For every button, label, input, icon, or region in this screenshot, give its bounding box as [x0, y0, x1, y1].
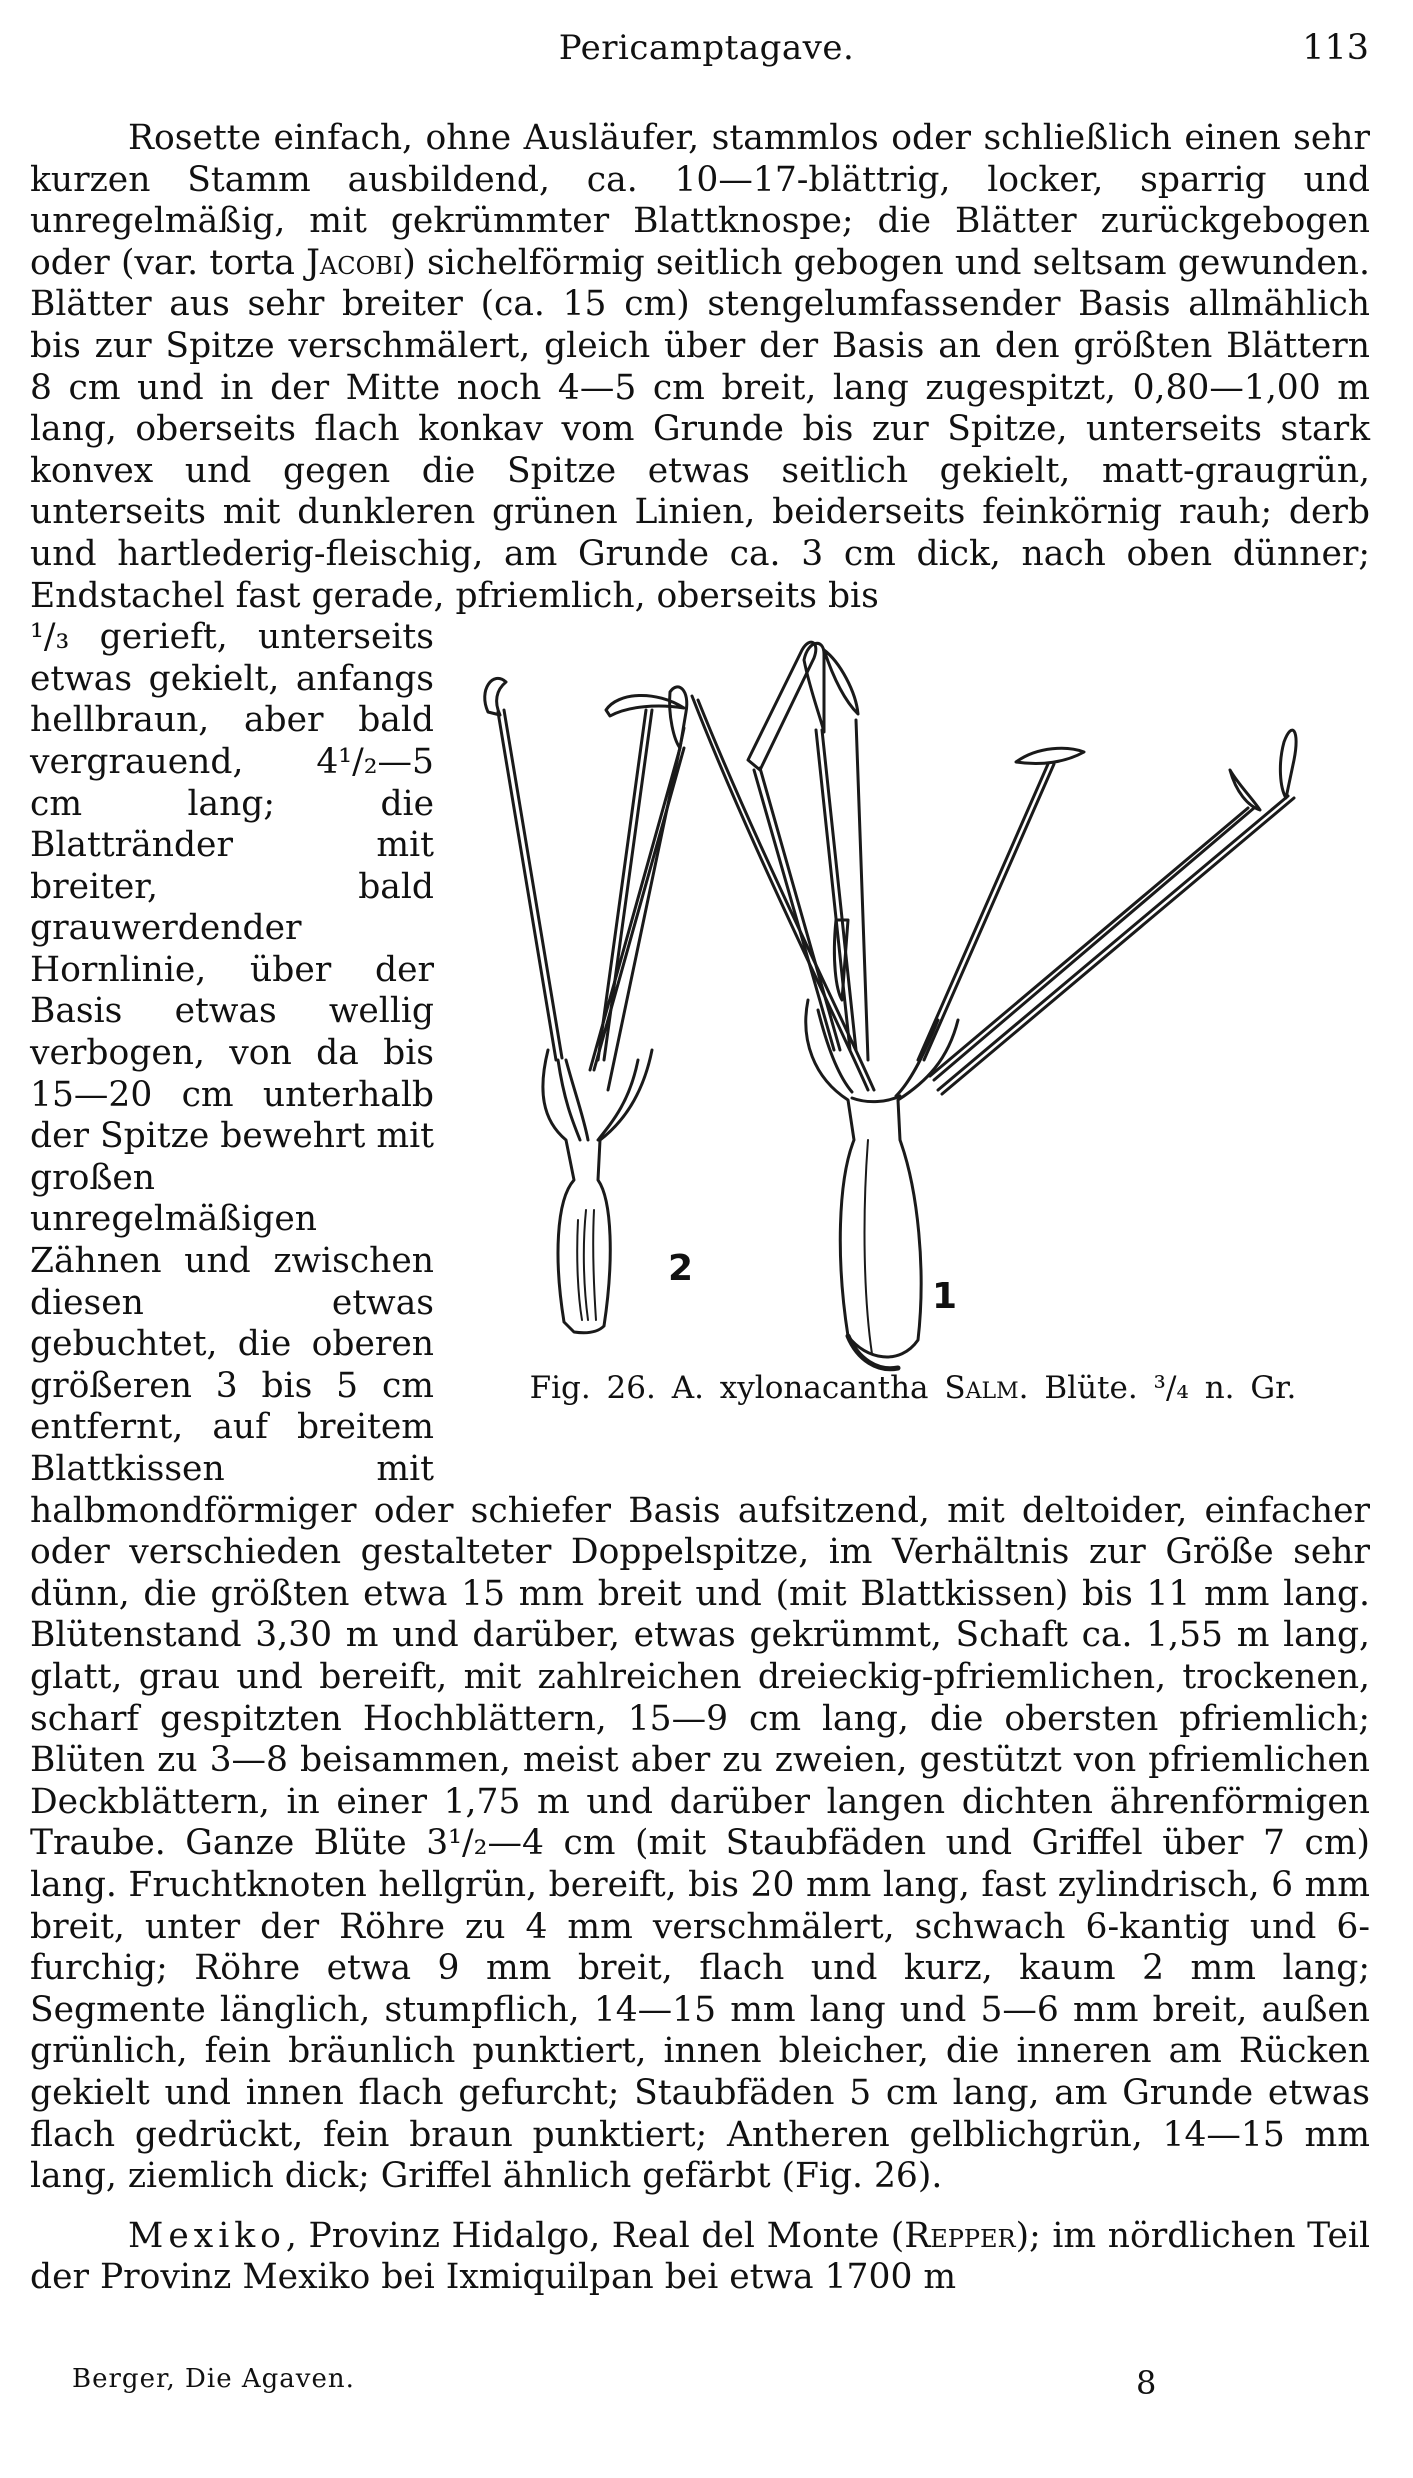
- anther-icon: [670, 687, 687, 748]
- caption-run: Fig. 26. A. xylonacantha: [529, 1370, 945, 1407]
- ovary-shape: [543, 1050, 652, 1333]
- anther-icon: [1016, 748, 1084, 763]
- text-run: ¹/₃: [30, 617, 70, 658]
- style-line: [692, 696, 868, 1090]
- distribution-paragraph: [30, 2216, 1370, 2299]
- page-footer: [0, 2364, 1413, 2404]
- text-run: 4¹/₂: [316, 741, 378, 782]
- figure-label-2: 2: [668, 1248, 694, 1290]
- caption-author: Salm.: [944, 1370, 1029, 1407]
- figure-caption: [448, 1368, 1378, 1410]
- signature-mark: 8: [1136, 2364, 1157, 2402]
- text-run: ); im nördlichen Teil der Provinz Mexiko bei Ixmiquilpan bei etwa 1700 m: [30, 2215, 1370, 2298]
- running-title: Pericamptagave.: [558, 28, 855, 68]
- text-run: —5 cm lang; die Blattränder mit breiter, bald grauwerdender Hornlinie, über der Basis etwas wellig verbogen, von da bis 15—20 cm unterhalb der Spitze bewehrt mit großen unregelmäßigen Zähnen und zwischen diesen etwas gebuchtet, die oberen größeren 3 bis 5 cm entfernt, auf breitem Blattkissen mit halbmondförmiger oder schiefer Basis aufsitzend, mit deltoider, einfacher oder verschieden gestalteter Doppelspitze, im Verhältnis zur Größe sehr dünn, die größten etwa 15 mm breit und (mit Blattkissen) bis 11 mm lang. Blütenstand 3,30 m und darüber, etwas gekrümmt, Schaft ca. 1,55 m lang, glatt, grau und bereift, mit zahlreichen dreieckig-pfriemlichen, trockenen, scharf gespitzten Hochblättern, 15—9 cm lang, die obersten pfriemlich; Blüten zu 3—8 beisammen, meist aber zu zweien, gestützt von pfriemlichen Deckblättern, in einer 1,75 m und darüber langen dichten ährenförmigen Traube. Ganze Blüte: [30, 741, 1370, 1864]
- text-run: gerieft, unterseits etwas gekielt, anfangs hellbraun, aber bald vergrauend,: [30, 617, 434, 782]
- text-run: ) sichelförmig seitlich gebogen und seltsam gewunden. Blätter aus sehr breiter (ca. 15 cm) stengelumfassender Basis allmählich bis zur Spitze verschmälert, gleich über der Basis an den größten Blättern 8 cm und in der Mitte noch 4—5 cm breit, lang zugespitzt, 0,80—1,00 m lang, oberseits flach konkav vom Grunde bis zur Spitze, unterseits stark konvex und gegen die Spitze etwas seitlich gekielt, matt-graugrün, unterseits mit dunkleren grünen Linien, beiderseits feinkörnig rauh; derb und hartlederig-fleischig, am Grunde ca. 3 cm dick, nach oben dünner; Endstachel fast gerade, pfriemlich, oberseits bis: [30, 242, 1370, 616]
- text-run: Rosette einfach, ohne Ausläufer, stammlos oder schließlich einen sehr kurzen Stamm ausbildend, ca. 10—17-blättrig, locker, sparrig und unregelmäßig, mit gekrümmter Blattknospe; die Blätter zurückgebogen oder (var. torta: [30, 118, 1370, 283]
- figure-label-1: 1: [932, 1276, 958, 1318]
- author-name: Jacobi: [306, 242, 403, 283]
- place-name: Mexiko: [128, 2215, 286, 2256]
- page-number: 113: [1302, 28, 1369, 68]
- text-run: , Provinz Hidalgo, Real del Monte (: [285, 2215, 905, 2256]
- filament-line: [754, 770, 834, 1050]
- anther-icon: [1230, 770, 1260, 810]
- page-header: [0, 28, 1413, 78]
- filament-line: [498, 712, 556, 1060]
- text-run: —4 cm (mit Staubfäden und Griffel über 7 cm) lang. Fruchtknoten hellgrün, bereift, bis 20 mm lang, fast zylindrisch, 6 mm breit, unter der Röhre zu 4 mm verschmälert, schwach 6-kantig und 6-furchig; Röhre etwa 9 mm breit, flach und kurz, kaum 2 mm lang; Segmente länglich, stumpflich, 14—15 mm lang und 5—6 mm breit, außen grünlich, fein bräunlich punktiert, innen bleicher, die inneren am Rücken gekielt und innen flach gefurcht; Staubfäden 5 cm lang, am Grunde etwas flach gedrückt, fein braun punktiert; Antheren gelblichgrün, 14—15 mm lang, ziemlich dick; Griffel ähnlich gefärbt (Fig. 26).: [30, 1823, 1370, 2197]
- figure-26: [448, 620, 1378, 1465]
- caption-run: Blüte. ³/₄ n. Gr.: [1028, 1370, 1297, 1407]
- description-paragraph: [30, 118, 1370, 617]
- footer-book-title: Berger, Die Agaven.: [72, 2364, 355, 2394]
- filament-line: [598, 710, 646, 1060]
- body-text: [30, 118, 1370, 2299]
- text-run: 3¹/₂: [426, 1823, 488, 1864]
- flower-illustration: [448, 620, 1378, 1465]
- collector-name: Repper: [904, 2215, 1016, 2256]
- anther-icon: [1280, 730, 1296, 798]
- anther-icon: [824, 650, 858, 714]
